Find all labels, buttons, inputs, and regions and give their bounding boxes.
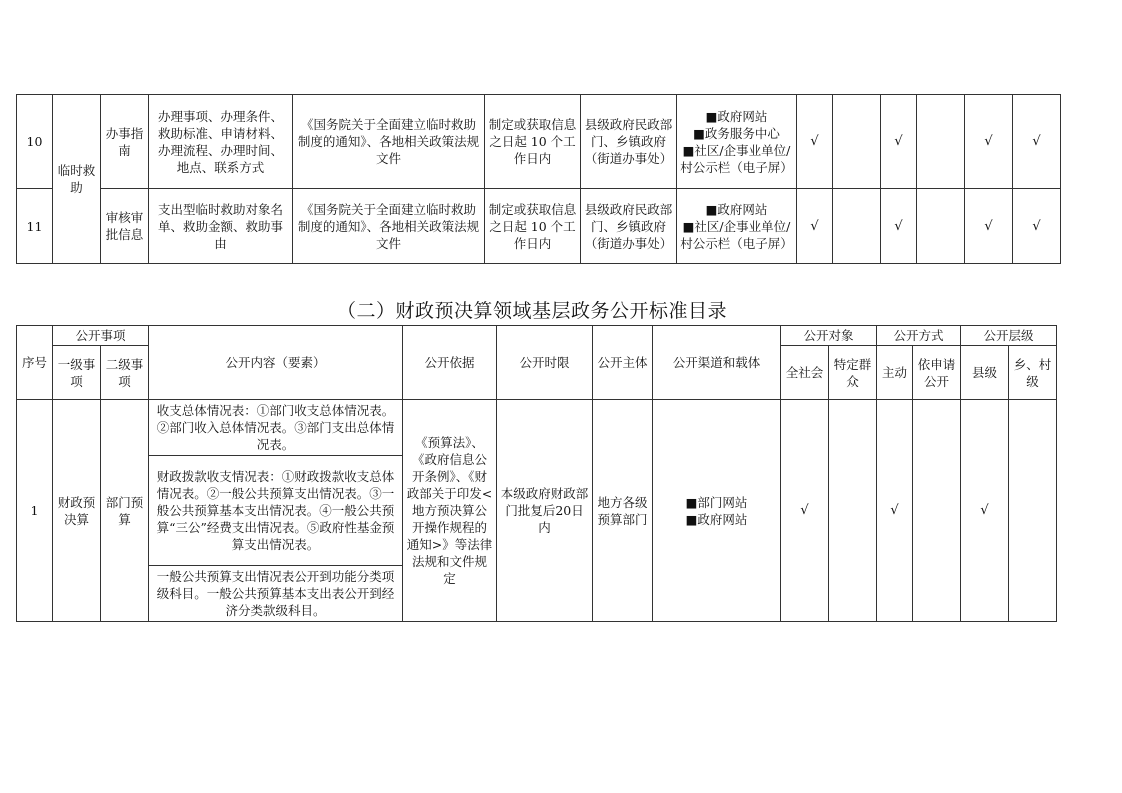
check-township: √ xyxy=(1013,95,1061,189)
time-cell: 制定或获取信息之日起 10 个工作日内 xyxy=(485,95,581,189)
check-county: √ xyxy=(965,189,1013,264)
check-all-society: √ xyxy=(797,189,833,264)
header-township: 乡、村级 xyxy=(1009,346,1057,400)
subject-cell: 县级政府民政部门、乡镇政府（街道办事处） xyxy=(581,189,677,264)
time-cell: 本级政府财政部门批复后20日内 xyxy=(497,400,593,622)
header-seq: 序号 xyxy=(17,326,53,400)
header-all-society: 全社会 xyxy=(781,346,829,400)
content-cell: 支出型临时救助对象名单、救助金额、救助事由 xyxy=(149,189,293,264)
channel-cell xyxy=(653,400,781,622)
channel-cell xyxy=(677,95,797,189)
channel-item: ■社区/企事业单位/村公示栏（电子屏） xyxy=(680,218,793,251)
check-all-society: √ xyxy=(797,95,833,189)
row-seq: 10 xyxy=(17,95,53,189)
check-specific-group xyxy=(833,95,881,189)
header-channel: 公开渠道和载体 xyxy=(653,326,781,400)
level1-cell: 财政预决算 xyxy=(53,400,101,622)
check-specific-group xyxy=(833,189,881,264)
check-specific-group xyxy=(829,400,877,622)
check-active: √ xyxy=(877,400,913,622)
header-content: 公开内容（要素） xyxy=(149,326,403,400)
channel-item: ■政务服务中心 xyxy=(693,125,780,141)
check-county: √ xyxy=(965,95,1013,189)
header-on-request: 依申请公开 xyxy=(913,346,961,400)
header-county: 县级 xyxy=(961,346,1009,400)
section-title: （二）财政预决算领域基层政务公开标准目录 xyxy=(336,300,727,322)
check-county: √ xyxy=(961,400,1009,622)
check-on-request xyxy=(917,95,965,189)
channel-item: ■政府网站 xyxy=(685,511,748,527)
table-row xyxy=(17,95,1061,189)
basis-cell: 《国务院关于全面建立临时救助制度的通知》、各地相关政策法规文件 xyxy=(293,189,485,264)
row-seq: 11 xyxy=(17,189,53,264)
header-row xyxy=(17,326,1057,346)
check-on-request xyxy=(913,400,961,622)
item-cell: 办事指南 xyxy=(101,95,149,189)
time-cell: 制定或获取信息之日起 10 个工作日内 xyxy=(485,189,581,264)
header-time: 公开时限 xyxy=(497,326,593,400)
check-on-request xyxy=(917,189,965,264)
header-basis: 公开依据 xyxy=(403,326,497,400)
header-specific-group: 特定群众 xyxy=(829,346,877,400)
content-cell: 收支总体情况表：①部门收支总体情况表。②部门收入总体情况表。③部门支出总体情况表。 xyxy=(149,400,403,456)
check-active: √ xyxy=(881,95,917,189)
header-active: 主动 xyxy=(877,346,913,400)
channel-cell xyxy=(677,189,797,264)
level2-cell: 部门预算 xyxy=(101,400,149,622)
channel-item: ■政府网站 xyxy=(705,201,768,217)
channel-item: ■部门网站 xyxy=(685,494,748,510)
header-level-group: 公开层级 xyxy=(961,326,1057,346)
header-items-group: 公开事项 xyxy=(53,326,149,346)
check-all-society: √ xyxy=(781,400,829,622)
channel-item: ■政府网站 xyxy=(705,108,768,124)
content-cell: 财政拨款收支情况表：①财政拨款收支总体情况表。②一般公共预算支出情况表。③一般公共预算基本支出情况表。④一般公共预算“三公”经费支出情况表。⑤政府性基金预算支出情况表。 xyxy=(149,456,403,566)
assistance-table xyxy=(16,94,1061,264)
header-mode-group: 公开方式 xyxy=(877,326,961,346)
basis-cell: 《预算法》、《政府信息公开条例》、《财政部关于印发<地方预决算公开操作规程的通知>》等法律法规和文件规定 xyxy=(403,400,497,622)
row-seq: 1 xyxy=(17,400,53,622)
check-active: √ xyxy=(881,189,917,264)
check-township xyxy=(1009,400,1057,622)
header-level1: 一级事项 xyxy=(53,346,101,400)
table-row xyxy=(17,189,1061,264)
channel-item: ■社区/企事业单位/村公示栏（电子屏） xyxy=(680,142,793,175)
content-cell: 办理事项、办理条件、救助标准、申请材料、办理流程、办理时间、地点、联系方式 xyxy=(149,95,293,189)
basis-cell: 《国务院关于全面建立临时救助制度的通知》、各地相关政策法规文件 xyxy=(293,95,485,189)
table-row xyxy=(17,400,1057,456)
item-cell: 审核审批信息 xyxy=(101,189,149,264)
header-level2: 二级事项 xyxy=(101,346,149,400)
fiscal-budget-table xyxy=(16,325,1057,622)
subject-cell: 县级政府民政部门、乡镇政府（街道办事处） xyxy=(581,95,677,189)
header-subject: 公开主体 xyxy=(593,326,653,400)
header-object-group: 公开对象 xyxy=(781,326,877,346)
category-cell: 临时救助 xyxy=(53,95,101,264)
content-cell: 一般公共预算支出情况表公开到功能分类项级科目。一般公共预算基本支出表公开到经济分类款级科目。 xyxy=(149,566,403,622)
subject-cell: 地方各级预算部门 xyxy=(593,400,653,622)
check-township: √ xyxy=(1013,189,1061,264)
